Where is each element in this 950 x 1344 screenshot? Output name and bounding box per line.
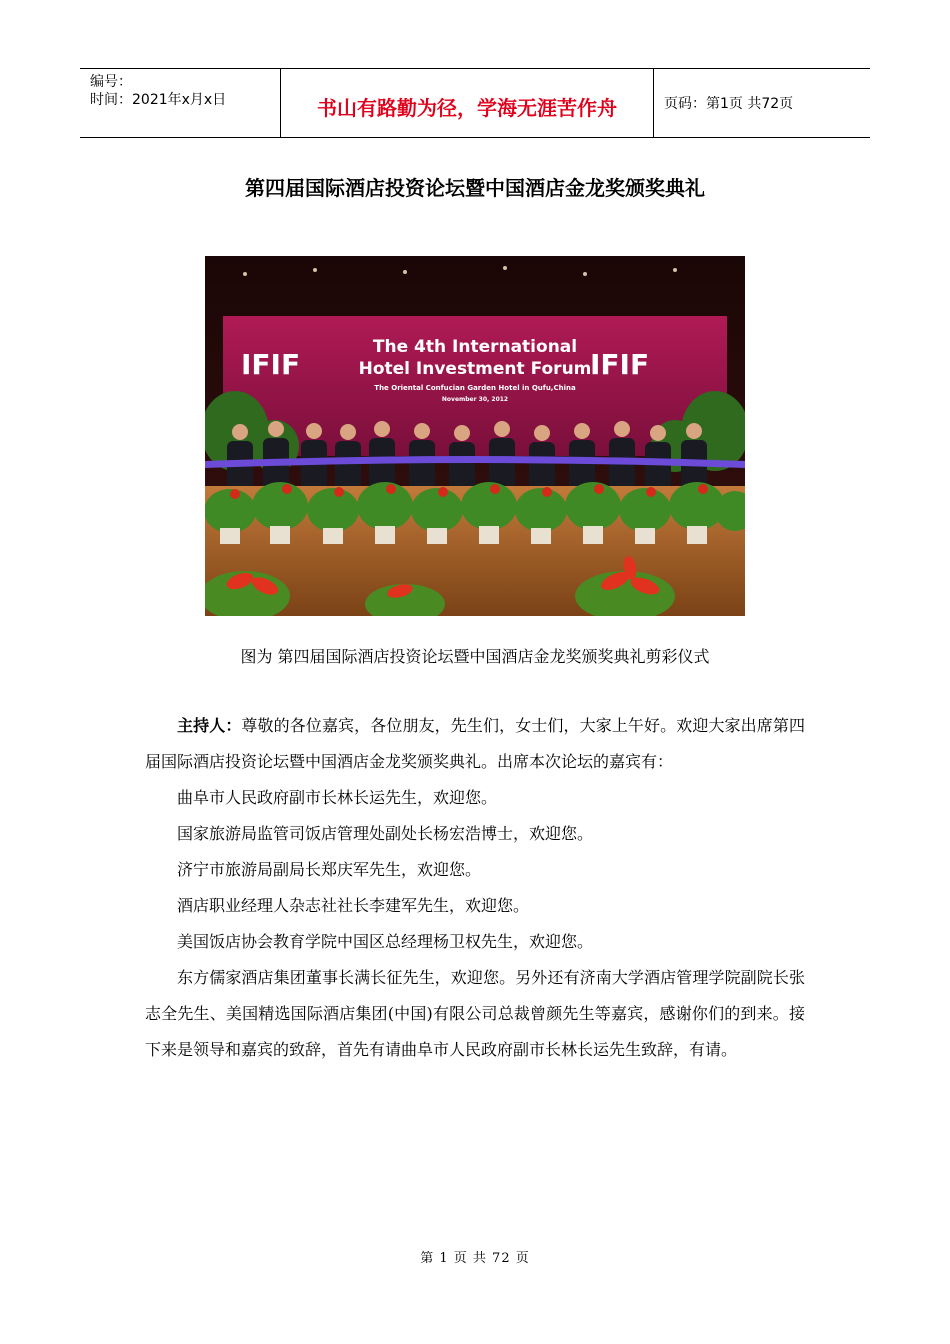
body-text [145, 708, 805, 1068]
date-label: 时间：2021年x月x日 [90, 92, 227, 108]
banner-line4: November 30, 2012 [441, 396, 509, 403]
paragraph-intro [145, 708, 805, 780]
paragraph-closing: 东方儒家酒店集团董事长满长征先生，欢迎您。另外还有济南大学酒店管理学院副院长张志全先生、美国精选国际酒店集团(中国)有限公司总裁曾颜先生等嘉宾，感谢你们的到来。接下来是领导和嘉宾的致辞，首先有请曲阜市人民政府副市长林长运先生致辞，有请。 [145, 968, 805, 1059]
header-motto: 书山有路勤为径，学海无涯苦作舟 [281, 69, 654, 137]
banner-logo-left: IFIF [241, 348, 301, 381]
page-footer: 第 1 页 共 72 页 [420, 1251, 530, 1266]
paragraph-guest-4: 酒店职业经理人杂志社社长李建军先生，欢迎您。 [177, 896, 530, 915]
banner-line1: The 4th International [372, 337, 578, 357]
banner-logo-right: IFIF [590, 348, 650, 381]
number-label: 编号： [90, 74, 132, 90]
ceremony-photo [205, 256, 745, 616]
paragraph-guest-2: 国家旅游局监管司饭店管理处副处长杨宏浩博士，欢迎您。 [177, 824, 594, 843]
host-label: 主持人： [177, 716, 242, 735]
paragraph-guest-5: 美国饭店协会教育学院中国区总经理杨卫权先生，欢迎您。 [177, 932, 594, 951]
banner-line3: The Oriental Confucian Garden Hotel in Qufu,China [374, 384, 576, 392]
paragraph-intro-text: 尊敬的各位嘉宾，各位朋友，先生们，女士们，大家上午好。欢迎大家出席第四届国际酒店投资论坛暨中国酒店金龙奖颁奖典礼。出席本次论坛的嘉宾有： [145, 716, 805, 771]
paragraph-guest-3: 济宁市旅游局副局长郑庆军先生，欢迎您。 [177, 860, 482, 879]
header-page-label: 页码：第1页 共72页 [664, 96, 794, 112]
photo-caption: 图为 第四届国际酒店投资论坛暨中国酒店金龙奖颁奖典礼剪彩仪式 [240, 647, 710, 666]
banner-line2: Hotel Investment Forum [358, 359, 592, 379]
header-meta-cell [80, 69, 281, 137]
document-title: 第四届国际酒店投资论坛暨中国酒店金龙奖颁奖典礼 [245, 176, 705, 200]
document-header [80, 68, 870, 138]
paragraph-guest-1: 曲阜市人民政府副市长林长运先生，欢迎您。 [177, 788, 498, 807]
ceremony-photo-illustration [205, 256, 745, 616]
